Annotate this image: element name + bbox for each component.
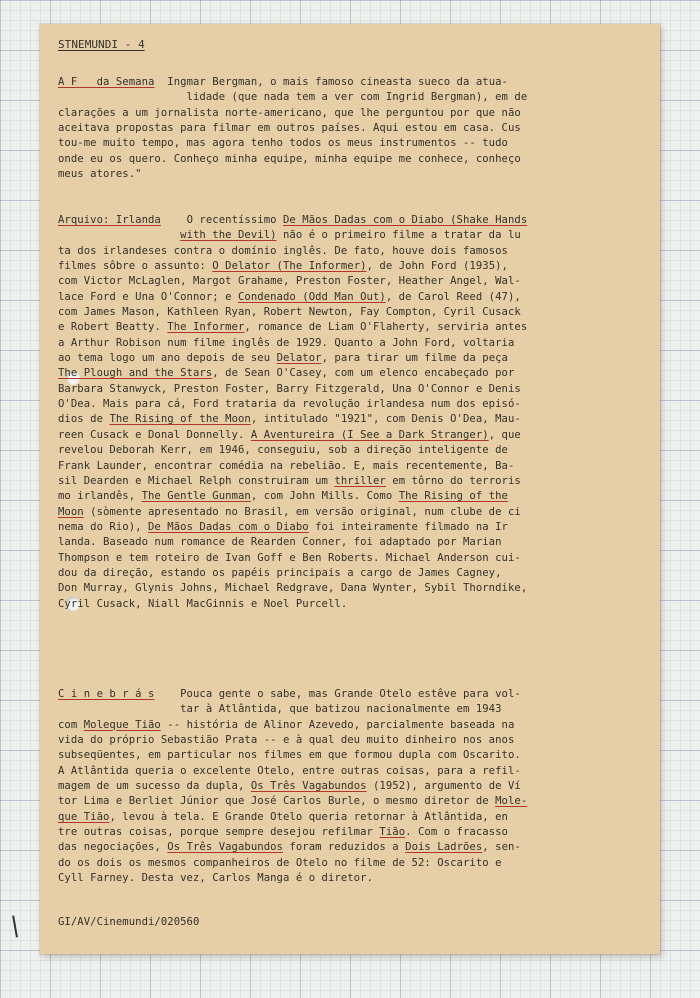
text-line: Don Murray, Glynis Johns, Michael Redgrave, Dana Wynter, Sybil Thorndike,: [58, 582, 528, 595]
text-line: ta dos irlandeses contra o domínio inglês. De fato, houve dois famosos: [58, 244, 508, 257]
section-heading: A F: [58, 76, 78, 88]
section-heading-cont: da Semana: [77, 76, 155, 88]
film-title: Tião: [379, 826, 406, 839]
text-run: em tôrno do terroris: [385, 474, 521, 487]
text-run: , romance de Liam O'Flaherty, serviria antes: [244, 321, 528, 334]
film-title: De Mãos Dadas com o Diabo (Shake Hands: [283, 214, 528, 226]
text-run: e Robert Beatty.: [58, 321, 168, 334]
text-run: , sen-: [482, 841, 521, 854]
text-line: onde eu os quero. Conheço minha equipe, minha equipe me conhece, conheço: [58, 152, 521, 165]
film-title: Os Três Vagabundos: [250, 780, 367, 793]
text-line: clarações a um jornalista norte-americano, que lhe perguntou por que não: [58, 106, 521, 119]
text-run: sil Dearden e Michael Relph construiram um: [58, 474, 335, 487]
text-line: com Victor McLaglen, Margot Grahame, Preston Foster, Heather Angel, Wal-: [58, 275, 521, 288]
text-run: , que: [488, 428, 521, 441]
text-run: nema do Rio),: [58, 520, 148, 533]
text-run: . Com o fracasso: [405, 826, 508, 839]
text-line: O'Dea. Mais para cá, Ford trataria da revolução irlandesa num dos episó-: [58, 398, 521, 411]
text-run: tor Lima e Berliet Júnior que José Carlos Burle, o mesmo diretor de: [58, 795, 496, 808]
text-run: , levou à tela. E Grande Otelo queria retornar à Atlântida, en: [109, 810, 508, 823]
text-run: mo irlandês,: [58, 490, 142, 503]
film-title: with the Devil): [180, 229, 277, 242]
section-frase-da-semana: [58, 75, 618, 182]
archive-reference: GI/AV/Cinemundi/020560: [58, 916, 200, 928]
text-line: aceitava propostas para filmar em outros países. Aqui estou em casa. Cus: [58, 122, 521, 135]
text-line: a Arthur Robison num filme inglês de 1929. Quanto a John Ford, voltaria: [58, 336, 515, 349]
text-run: foram reduzidos a: [283, 841, 406, 854]
film-title: Condenado (Odd Man Out): [237, 290, 386, 303]
text-run: , de John Ford (1935),: [366, 260, 508, 273]
film-title: thriller: [334, 474, 386, 487]
film-title: Moon: [58, 505, 84, 518]
text-line: dou da direção, estando os papéis principais a cargo de James Cagney,: [58, 566, 502, 579]
film-title: Moleque Tião: [83, 718, 161, 731]
film-title: que Tião: [58, 810, 110, 823]
film-title: De Mãos Dadas com o Diabo: [148, 520, 309, 533]
text-run: foi inteiramente filmado na Ir: [308, 520, 508, 533]
text-run: , com John Mills. Como: [250, 490, 399, 503]
film-title: The Rising of the: [398, 490, 508, 503]
film-title: A Aventureira (I See a Dark Stranger): [250, 428, 489, 441]
text-run: , de Carol Reed (47),: [385, 290, 521, 303]
page-header: [58, 37, 618, 52]
text-line: meus atores.": [58, 168, 142, 181]
text-line: Frank Launder, encontrar comédia na rebelião. E, mais recentemente, Ba-: [58, 459, 515, 472]
text-run: filmes sôbre o assunto:: [58, 260, 213, 273]
text-line: Barbara Stanwyck, Preston Foster, Barry Fitzgerald, Una O'Connor e Denis: [58, 382, 521, 395]
text-run: magem de um sucesso da dupla,: [58, 780, 251, 793]
indent: [58, 229, 180, 241]
text-line: com James Mason, Kathleen Ryan, Robert Newton, Fay Compton, Cyril Cusack: [58, 306, 521, 319]
text-line: Cyril Cusack, Niall MacGinnis e Noel Purcell.: [58, 597, 348, 610]
text-run: dios de: [58, 413, 110, 426]
text-line: subseqüentes, em particular nos filmes em que formou dupla com Oscarito.: [58, 749, 521, 762]
film-title: Delator: [276, 352, 322, 365]
film-title: Os Três Vagabundos: [167, 841, 283, 854]
text-line: tar à Atlântida, que batizou nacionalmente em 1943: [58, 703, 502, 716]
text-line: do os dois os mesmos companheiros de Otelo no filme de 52: Oscarito e: [58, 856, 502, 869]
film-title: The Plough and the Stars: [58, 367, 213, 380]
text-run: reen Cusack e Donal Donnelly.: [58, 428, 251, 441]
film-title: O Delator (The Informer): [212, 260, 367, 273]
text-run: ao tema logo um ano depois de seu: [58, 352, 277, 365]
text-run: lace Ford e Una O'Connor; e: [58, 290, 238, 303]
section-heading: Arquivo: Irlanda: [58, 214, 161, 226]
film-title: Dois Ladrões: [405, 841, 483, 854]
text-run: , para tirar um filme da peça: [321, 352, 508, 365]
film-title: The Rising of the Moon: [109, 413, 251, 426]
film-title: The Gentle Gunman: [141, 490, 251, 503]
text-run: (1952), argumento de Ví: [366, 780, 521, 793]
text-line: Cyll Farney. Desta vez, Carlos Manga é o diretor.: [58, 872, 373, 885]
text-line: lidade (que nada tem a ver com Ingrid Bergman), em de: [58, 91, 528, 104]
text-run: das negociações,: [58, 841, 168, 854]
text-run: O recentíssimo: [160, 214, 283, 226]
header-title: STNEMUNDI - 4: [58, 38, 145, 51]
text-line: vida do próprio Sebastião Prata -- e à qual deu muito dinheiro nos anos: [58, 734, 515, 747]
text-run: -- história de Alinor Azevedo, parcialmente baseada na: [160, 718, 515, 731]
film-title: Mole-: [495, 795, 528, 808]
text-run: Pouca gente o sabe, mas Grande Otelo estêve para vol-: [154, 688, 521, 700]
text-run: não é o primeiro filme a tratar da lu: [276, 229, 521, 242]
text-run: , de Sean O'Casey, com um elenco encabeçado por: [212, 367, 515, 380]
text-line: revelou Deborah Kerr, em 1946, conseguiu, sob a direção inteligente de: [58, 444, 508, 457]
text-line: tou-me muito tempo, mas agora tenho todos os meus instrumentos -- tudo: [58, 137, 508, 150]
section-heading: C i n e b r á s: [58, 688, 155, 700]
text-line: A Atlântida queria o excelente Otelo, entre outras coisas, para a refil-: [58, 764, 521, 777]
text-run: com: [58, 718, 84, 731]
text-run: tre outras coisas, porque sempre desejou refilmar: [58, 826, 380, 839]
text-line: Thompson e tem roteiro de Ivan Goff e Ben Roberts. Michael Anderson cui-: [58, 551, 521, 564]
text-line: Ingmar Bergman, o mais famoso cineasta sueco da atua-: [154, 76, 508, 88]
text-run: , intitulado "1921", com Denis O'Dea, Mau-: [250, 413, 521, 426]
margin-pencil-mark: [12, 914, 24, 937]
text-run: (sòmente apresentado no Brasil, em versão original, num clube de ci: [83, 505, 521, 518]
text-line: landa. Baseado num romance de Rearden Conner, foi adaptado por Marian: [58, 536, 502, 549]
film-title: The Informer: [167, 321, 245, 334]
section-arquivo-irlanda: [58, 213, 618, 612]
section-cinebras: [58, 687, 618, 886]
